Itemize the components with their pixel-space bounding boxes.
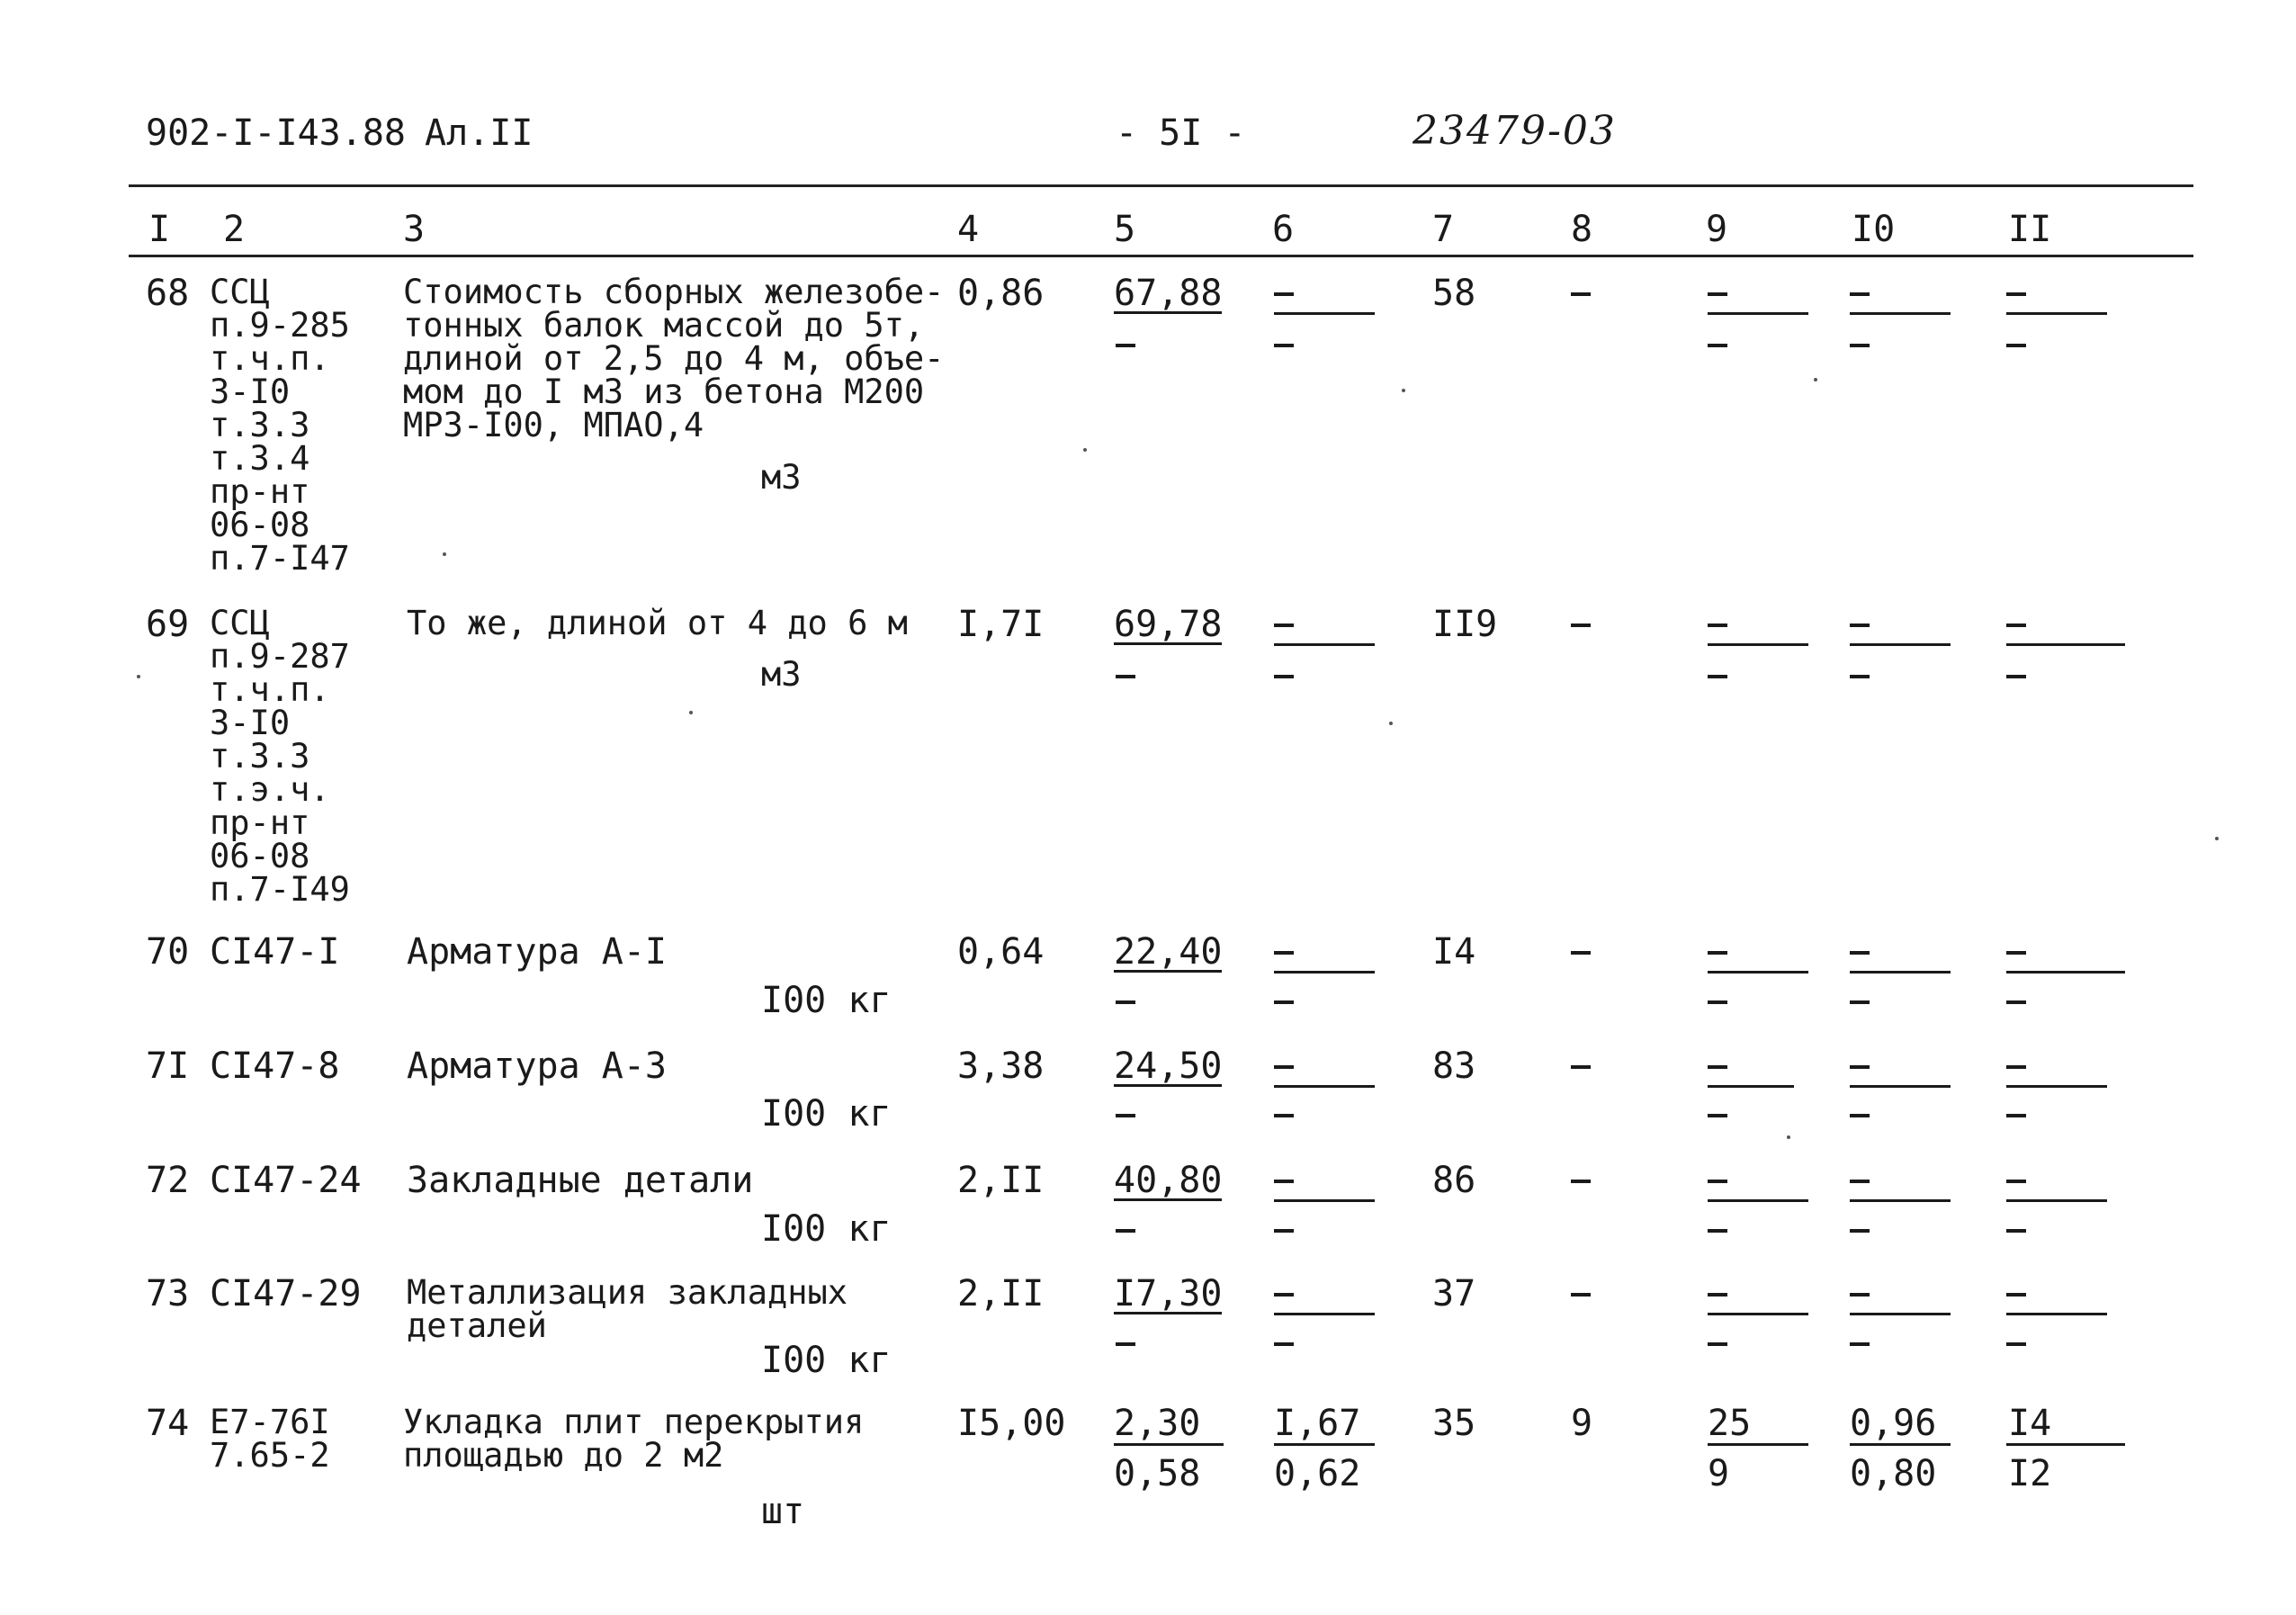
document-code: 902-I-I43.88 xyxy=(146,112,406,154)
col8-value: 9 xyxy=(1571,1403,1593,1444)
norm-code-line: 7.65-2 xyxy=(210,1436,330,1475)
description-line: МРЗ-I00, МПАО,4 xyxy=(403,406,704,444)
column-header-9: 9 xyxy=(1706,209,1728,250)
col10-lower-dash xyxy=(1850,1000,1870,1004)
norm-code-line: п.9-287 xyxy=(210,637,350,676)
unit-cost-lower-dash xyxy=(1116,344,1135,347)
unit-cost: I7,30 xyxy=(1114,1273,1223,1314)
scan-speck xyxy=(1083,448,1087,452)
column-header-3: 3 xyxy=(403,209,426,250)
scan-speck xyxy=(443,552,446,556)
row-number: 70 xyxy=(146,931,190,973)
col9-fraction-bar xyxy=(1708,1199,1808,1202)
norm-code-line: п.7-I47 xyxy=(210,539,350,578)
unit-cost: 2,30 xyxy=(1114,1403,1201,1444)
col10-value: 0,96 xyxy=(1850,1403,1937,1444)
row-number: 7I xyxy=(146,1045,190,1087)
scan-speck xyxy=(1814,378,1817,381)
col8-dash xyxy=(1571,951,1591,955)
handwritten-inventory-number: 23479-03 xyxy=(1413,108,1617,154)
col5-fraction-bar xyxy=(1114,1443,1224,1446)
col11-lower-dash xyxy=(2006,1114,2026,1117)
norm-code-line: 3-I0 xyxy=(210,372,291,411)
col11-dash xyxy=(2006,1293,2026,1296)
col9-fraction-bar xyxy=(1708,1443,1808,1446)
description-line: тонных балок массой до 5т, xyxy=(403,306,925,345)
col8-dash xyxy=(1571,1065,1591,1069)
norm-code-line: п.7-I49 xyxy=(210,870,350,909)
col10-lower-dash xyxy=(1850,675,1870,678)
col6-lower-dash xyxy=(1274,344,1294,347)
norm-code-line: п.9-285 xyxy=(210,306,350,345)
col9-fraction-bar xyxy=(1708,643,1808,646)
scan-speck xyxy=(1402,389,1405,392)
unit-cost: 69,78 xyxy=(1114,604,1223,645)
column-header-8: 8 xyxy=(1571,209,1593,250)
total-cost: I4 xyxy=(1432,931,1476,973)
col9-lower-dash xyxy=(1708,1229,1727,1233)
col6-lower-dash xyxy=(1274,1114,1294,1117)
scan-speck xyxy=(2215,837,2219,840)
unit-cost-lower-dash xyxy=(1116,1342,1135,1346)
description-line: деталей xyxy=(407,1306,547,1345)
col11-fraction-bar xyxy=(2006,1199,2107,1202)
total-cost: 83 xyxy=(1432,1045,1476,1087)
col11-fraction-bar xyxy=(2006,1313,2107,1315)
unit-cost: 67,88 xyxy=(1114,273,1223,314)
machine-cost: I,67 xyxy=(1274,1403,1361,1444)
norm-code-line: ССЦ xyxy=(210,273,270,311)
col10-fraction-bar xyxy=(1850,971,1951,973)
col11-fraction-bar xyxy=(2006,1443,2125,1446)
col11-lower-dash xyxy=(2006,1000,2026,1004)
col10-fraction-bar xyxy=(1850,1199,1951,1202)
col10-fraction-bar xyxy=(1850,643,1951,646)
norm-code-line: пр-нт xyxy=(210,803,310,842)
col9-lower-dash xyxy=(1708,1000,1727,1004)
unit-of-measure: I00 кг xyxy=(761,1340,892,1381)
col11-lower-dash xyxy=(2006,675,2026,678)
col10-lower-dash xyxy=(1850,344,1870,347)
description-line: Стоимость сборных железобе- xyxy=(403,273,945,311)
unit-of-measure: м3 xyxy=(761,458,802,497)
quantity: I5,00 xyxy=(957,1403,1066,1444)
column-header-2: 2 xyxy=(223,209,246,250)
total-cost: 86 xyxy=(1432,1160,1476,1201)
table-top-rule xyxy=(129,184,2193,187)
description-line: площадью до 2 м2 xyxy=(403,1436,724,1475)
row-number: 73 xyxy=(146,1273,190,1314)
col9-dash xyxy=(1708,1065,1727,1069)
column-header-11: II xyxy=(2008,209,2052,250)
col6-lower-dash xyxy=(1274,1342,1294,1346)
norm-code-line: т.ч.п. xyxy=(210,339,330,378)
col10-dash xyxy=(1850,624,1870,627)
description-line: Арматура А-3 xyxy=(407,1045,667,1087)
col10-fraction-bar xyxy=(1850,1085,1951,1088)
col10-dash xyxy=(1850,1293,1870,1296)
column-header-7: 7 xyxy=(1432,209,1455,250)
norm-code-line: СI47-24 xyxy=(210,1160,362,1201)
col9-fraction-bar xyxy=(1708,1085,1794,1088)
description-line: Металлизация закладных xyxy=(407,1273,848,1312)
col11-value: I4 xyxy=(2008,1403,2052,1444)
norm-code-line: т.э.ч. xyxy=(210,770,330,809)
col9-lower-dash xyxy=(1708,1114,1727,1117)
col10-lower-value: 0,80 xyxy=(1850,1453,1937,1494)
scan-speck xyxy=(1389,722,1393,725)
col6-fraction-bar xyxy=(1274,971,1375,973)
description-line: мом до I м3 из бетона М200 xyxy=(403,372,925,411)
norm-code-line: т.ч.п. xyxy=(210,670,330,709)
col10-fraction-bar xyxy=(1850,1313,1951,1315)
norm-code-line: т.3.3 xyxy=(210,737,310,776)
col11-dash xyxy=(2006,1180,2026,1183)
machine-cost-wages: 0,62 xyxy=(1274,1453,1361,1494)
col11-fraction-bar xyxy=(2006,312,2107,315)
row-number: 72 xyxy=(146,1160,190,1201)
scan-speck xyxy=(689,711,693,714)
total-cost: 35 xyxy=(1432,1403,1476,1444)
unit-cost: 24,50 xyxy=(1114,1045,1223,1087)
col11-fraction-bar xyxy=(2006,971,2125,973)
col10-lower-dash xyxy=(1850,1342,1870,1346)
col6-dash xyxy=(1274,1180,1294,1183)
norm-code-line: т.3.4 xyxy=(210,439,310,478)
col11-dash xyxy=(2006,624,2026,627)
col9-dash xyxy=(1708,292,1727,296)
col11-fraction-bar xyxy=(2006,643,2125,646)
norm-code-line: пр-нт xyxy=(210,472,310,511)
col9-dash xyxy=(1708,1293,1727,1296)
col8-dash xyxy=(1571,292,1591,296)
column-header-10: I0 xyxy=(1852,209,1896,250)
col6-lower-dash xyxy=(1274,1229,1294,1233)
unit-of-measure: шт xyxy=(761,1491,805,1532)
col10-fraction-bar xyxy=(1850,312,1951,315)
col10-lower-dash xyxy=(1850,1229,1870,1233)
unit-cost-wages: 0,58 xyxy=(1114,1453,1201,1494)
col9-lower-dash xyxy=(1708,344,1727,347)
row-number: 68 xyxy=(146,273,190,314)
col10-dash xyxy=(1850,951,1870,955)
norm-code-line: ССЦ xyxy=(210,604,270,642)
col6-fraction-bar xyxy=(1274,643,1375,646)
norm-code-line: 06-08 xyxy=(210,837,310,875)
total-cost: 58 xyxy=(1432,273,1476,314)
col9-lower-value: 9 xyxy=(1708,1453,1730,1494)
norm-code-line: СI47-I xyxy=(210,931,340,973)
description-line: длиной от 2,5 до 4 м, объе- xyxy=(403,339,945,378)
description-line: То же, длиной от 4 до 6 м xyxy=(407,604,908,642)
column-header-4: 4 xyxy=(957,209,980,250)
col11-lower-dash xyxy=(2006,1229,2026,1233)
quantity: 0,86 xyxy=(957,273,1045,314)
unit-of-measure: I00 кг xyxy=(761,1208,892,1250)
col6-dash xyxy=(1274,292,1294,296)
header-bottom-rule xyxy=(129,255,2193,257)
col10-dash xyxy=(1850,1180,1870,1183)
total-cost: 37 xyxy=(1432,1273,1476,1314)
col11-lower-dash xyxy=(2006,1342,2026,1346)
quantity: 2,II xyxy=(957,1160,1045,1201)
column-header-1: I xyxy=(148,209,171,250)
unit-cost-lower-dash xyxy=(1116,1000,1135,1004)
norm-code-line: 3-I0 xyxy=(210,704,291,742)
description-line: Укладка плит перекрытия xyxy=(403,1403,865,1441)
col11-dash xyxy=(2006,292,2026,296)
norm-code-line: СI47-8 xyxy=(210,1045,340,1087)
col6-dash xyxy=(1274,624,1294,627)
col10-dash xyxy=(1850,1065,1870,1069)
col6-dash xyxy=(1274,951,1294,955)
unit-of-measure: м3 xyxy=(761,655,802,694)
unit-of-measure: I00 кг xyxy=(761,1093,892,1135)
col6-dash xyxy=(1274,1293,1294,1296)
col8-dash xyxy=(1571,1180,1591,1183)
row-number: 69 xyxy=(146,604,190,645)
col9-fraction-bar xyxy=(1708,1313,1808,1315)
unit-cost-lower-dash xyxy=(1116,1114,1135,1117)
col9-lower-dash xyxy=(1708,675,1727,678)
col6-fraction-bar xyxy=(1274,1199,1375,1202)
unit-cost: 22,40 xyxy=(1114,931,1223,973)
col10-lower-dash xyxy=(1850,1114,1870,1117)
col6-fraction-bar xyxy=(1274,1313,1375,1315)
col6-dash xyxy=(1274,1065,1294,1069)
description-line: Закладные детали xyxy=(407,1160,754,1201)
norm-code-line: СI47-29 xyxy=(210,1273,362,1314)
norm-code-line: т.3.3 xyxy=(210,406,310,444)
description-line: Арматура А-I xyxy=(407,931,667,973)
col6-lower-dash xyxy=(1274,1000,1294,1004)
quantity: 3,38 xyxy=(957,1045,1045,1087)
col9-value: 25 xyxy=(1708,1403,1752,1444)
scan-speck xyxy=(137,675,140,678)
col6-fraction-bar xyxy=(1274,1443,1375,1446)
scan-speck xyxy=(1787,1135,1790,1139)
unit-cost: 40,80 xyxy=(1114,1160,1223,1201)
col11-dash xyxy=(2006,951,2026,955)
unit-cost-lower-dash xyxy=(1116,675,1135,678)
col10-fraction-bar xyxy=(1850,1443,1951,1446)
col9-dash xyxy=(1708,624,1727,627)
unit-of-measure: I00 кг xyxy=(761,980,892,1021)
unit-cost-lower-dash xyxy=(1116,1229,1135,1233)
norm-code-line: Е7-76I xyxy=(210,1403,330,1441)
quantity: 2,II xyxy=(957,1273,1045,1314)
quantity: 0,64 xyxy=(957,931,1045,973)
norm-code-line: 06-08 xyxy=(210,506,310,544)
col6-lower-dash xyxy=(1274,675,1294,678)
col6-fraction-bar xyxy=(1274,312,1375,315)
col9-dash xyxy=(1708,1180,1727,1183)
col8-dash xyxy=(1571,1293,1591,1296)
album-label: Ал.II xyxy=(425,112,534,154)
col10-dash xyxy=(1850,292,1870,296)
col9-dash xyxy=(1708,951,1727,955)
col9-lower-dash xyxy=(1708,1342,1727,1346)
row-number: 74 xyxy=(146,1403,190,1444)
col11-fraction-bar xyxy=(2006,1085,2107,1088)
col11-lower-dash xyxy=(2006,344,2026,347)
col11-dash xyxy=(2006,1065,2026,1069)
column-header-5: 5 xyxy=(1114,209,1136,250)
col8-dash xyxy=(1571,624,1591,627)
column-header-6: 6 xyxy=(1272,209,1295,250)
col9-fraction-bar xyxy=(1708,312,1808,315)
total-cost: II9 xyxy=(1432,604,1498,645)
page-number: - 5I - xyxy=(1116,112,1246,154)
quantity: I,7I xyxy=(957,604,1045,645)
col6-fraction-bar xyxy=(1274,1085,1375,1088)
col9-fraction-bar xyxy=(1708,971,1808,973)
col11-lower-value: I2 xyxy=(2008,1453,2052,1494)
